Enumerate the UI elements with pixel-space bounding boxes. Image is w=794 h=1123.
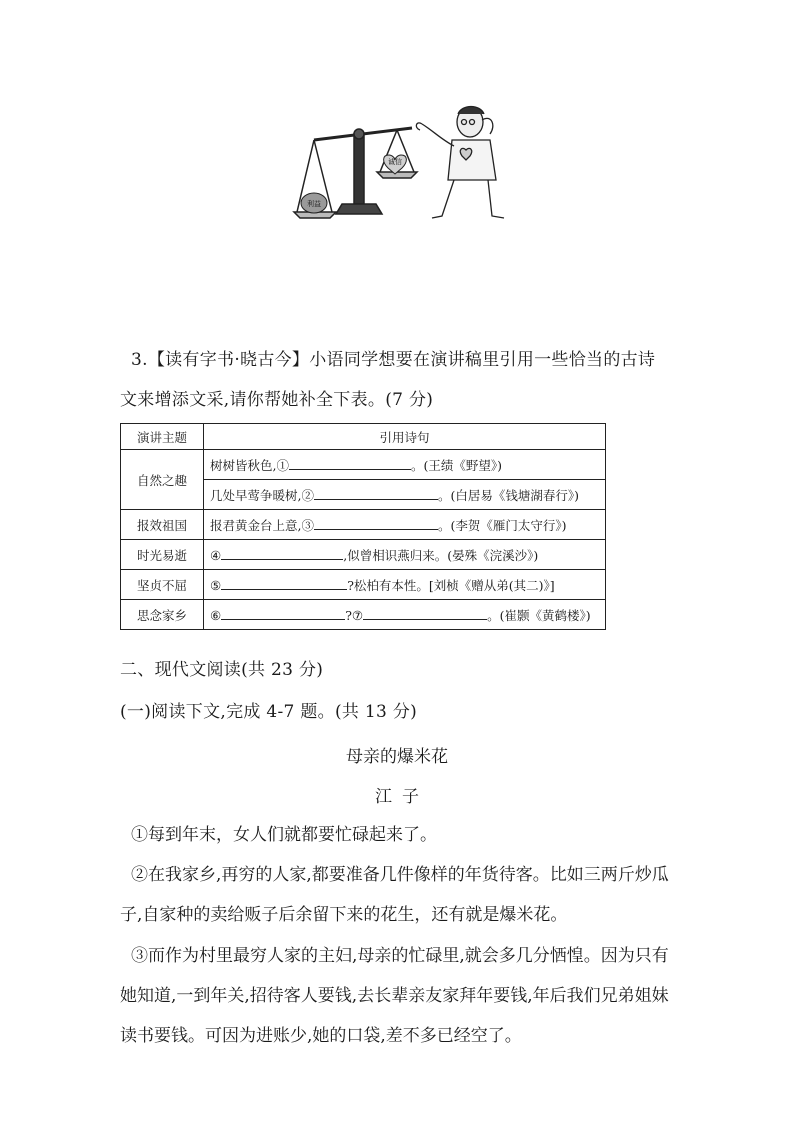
quote-cell	[204, 540, 606, 570]
answer-blank[interactable]	[221, 548, 343, 560]
theme-cell: 思念家乡	[121, 600, 204, 630]
quote-pre: ⑤	[210, 577, 222, 593]
theme-cell: 自然之趣	[121, 450, 204, 510]
paragraph-2	[120, 855, 680, 935]
quote-cell	[204, 570, 606, 600]
question3-line2: 文来增添文采,请你帮她补全下表。(7 分)	[120, 390, 434, 410]
table-row	[121, 450, 606, 480]
heart-icon	[384, 155, 407, 174]
paragraph-1: ①每到年末，女人们就都要忙碌起来了。	[131, 825, 437, 845]
quote-pre: ⑥	[210, 607, 222, 623]
table-header-row	[121, 424, 606, 450]
quote-post: 。(李贺《雁门太守行》)	[437, 517, 567, 533]
quote-post: ,似曾相识燕归来。(晏殊《浣溪沙》)	[343, 547, 539, 563]
answer-blank[interactable]	[363, 608, 487, 620]
paragraph-2-text: ②在我家乡,再穷的人家,都要准备几件像样的年货待客。比如三两斤炒瓜子,自家种的卖给贩子后余留下来的花生，还有就是爆米花。	[120, 865, 669, 925]
quote-pre: 报君黄金台上意,③	[210, 517, 314, 533]
quote-post: 。(王绩《野望》)	[410, 457, 502, 473]
theme-cell: 报效祖国	[121, 510, 204, 540]
table-row	[121, 570, 606, 600]
article-title: 母亲的爆米花	[346, 747, 448, 767]
quote-cell	[204, 450, 606, 480]
quote-cell	[204, 600, 606, 630]
table-row	[121, 540, 606, 570]
quote-table	[120, 423, 606, 630]
quote-cell	[204, 510, 606, 540]
article-author: 江子	[375, 787, 429, 807]
theme-cell: 时光易逝	[121, 540, 204, 570]
quote-post: ?松柏有本性。[刘桢《赠从弟(其二)》]	[347, 577, 555, 593]
answer-blank[interactable]	[221, 578, 347, 590]
question3-line1: 3.【读有字书·晓古今】小语同学想要在演讲稿里引用一些恰当的古诗	[131, 350, 656, 370]
quote-pre: 树树皆秋色,①	[210, 457, 289, 473]
quote-post: 。(崔颢《黄鹤楼》)	[487, 607, 591, 623]
money-bag-icon	[301, 193, 327, 213]
quote-cell	[204, 480, 606, 510]
answer-blank[interactable]	[314, 488, 438, 500]
answer-blank[interactable]	[221, 608, 345, 620]
quote-pre: ④	[210, 547, 222, 563]
answer-blank[interactable]	[289, 458, 411, 470]
header-theme: 演讲主题	[121, 424, 204, 450]
man-figure	[416, 107, 504, 219]
paragraph-3-text: ③而作为村里最穷人家的主妇,母亲的忙碌里,就会多几分恓惶。因为只有她知道,一到年关,招待客人要钱,去长辈亲友家拜年要钱,年后我们兄弟姐妹读书要钱。可因为进账少,她的口袋,差不多已经空了。	[120, 946, 669, 1046]
header-quote: 引用诗句	[204, 424, 606, 450]
paragraph-3	[120, 936, 680, 1056]
table-row	[121, 600, 606, 630]
quote-post: 。(白居易《钱塘湖春行》)	[437, 487, 579, 503]
table-row	[121, 510, 606, 540]
left-pan-label: 利益	[307, 200, 321, 208]
quote-pre: 几处早莺争暖树,②	[210, 487, 314, 503]
answer-blank[interactable]	[314, 518, 438, 530]
subsection-heading: (一)阅读下文,完成 4-7 题。(共 13 分)	[120, 702, 418, 722]
right-pan-label: 诚信	[388, 158, 402, 166]
theme-cell: 坚贞不屈	[121, 570, 204, 600]
quote-mid: ?⑦	[345, 607, 364, 623]
balance-scale-illustration	[292, 100, 506, 222]
section-heading: 二、现代文阅读(共 23 分)	[120, 660, 324, 680]
